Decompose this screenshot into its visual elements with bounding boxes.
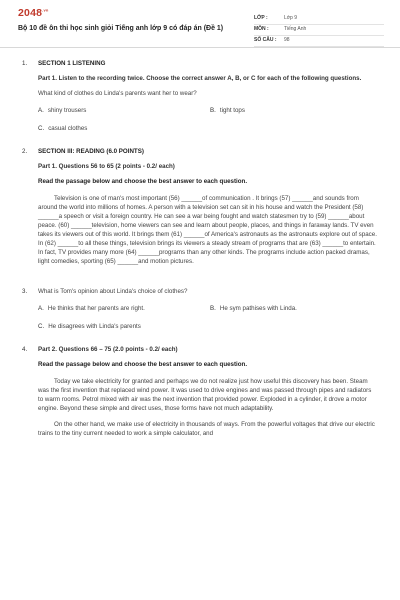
option-letter: C. (38, 124, 45, 132)
option-letter: B. (210, 304, 216, 312)
question-stem: What kind of clothes do Linda's parents want her to wear? (38, 89, 197, 97)
question-1 (22, 60, 378, 134)
option-text: He disagrees with Linda's parents (48, 322, 141, 330)
option-letter: A. (38, 106, 44, 114)
meta-row-class (254, 14, 384, 25)
section-heading: SECTION III: READING (6.0 POINTS) (38, 147, 144, 155)
question-2 (22, 148, 378, 274)
meta-value: Lớp 9 (284, 15, 298, 22)
passage-paragraph: Today we take electricity for granted and perhaps we do not realize just how useful this discovery has been. Steam was the first invention that replaced wind power. It was used to drive engines and was passed through pipes and radiators to warm rooms. Petrol mixed with air was the next invention that provided power. Exploded in a cylinder, it drove a motor engine. Beyond these simple and direct uses, those forms have not much adaptability. (38, 377, 372, 412)
meta-key: LỚP : (254, 15, 268, 22)
question-number: 4. (22, 345, 28, 353)
passage-paragraph: Television is one of man's most important (56) ______of communication . It brings (57) ______and sounds from around the world into millions of homes. A person with a television set can sit in his house and watch the President (58) ______a speech or visit a foreign country. He can see a war being fought and watch statesmen try to (59) ______about peace. (60) ______television, home viewers can see and learn about people, places, and things in faraway lands. TV even takes its viewers out of this world. It brings them (61) ______of America's astronauts as the astronauts explore out of space. In (62) ______to all these things, television brings its viewers a steady stream of programs that are (63) ______to entertain. In fact, TV provides many more (64) ______programs than any other kinds. The programs include action packed dramas, light comedies, sporting (65) ______and motion pictures. (38, 194, 377, 265)
answer-options (38, 305, 378, 332)
meta-row-subject (254, 25, 384, 36)
instruction: Read the passage below and choose the best answer to each question. (38, 177, 248, 185)
answer-option-b[interactable] (210, 107, 378, 116)
question-stem: What is Tom's opinion about Linda's choice of clothes? (38, 287, 188, 295)
answer-option-c[interactable] (38, 125, 210, 134)
option-text: He thinks that her parents are right. (47, 304, 145, 312)
option-text: tight tops (219, 106, 245, 114)
option-text: casual clothes (48, 124, 88, 132)
meta-key: SỐ CÂU : (254, 37, 277, 44)
option-text: shiny trousers (47, 106, 87, 114)
reading-passage (38, 195, 378, 267)
section-heading: SECTION 1 LISTENING (38, 60, 106, 67)
question-number: 1. (22, 60, 28, 67)
question-number: 3. (22, 287, 28, 295)
question-list (0, 48, 400, 446)
logo-suffix: .vn (42, 7, 49, 13)
answer-option-b[interactable] (210, 305, 378, 314)
answer-option-a[interactable] (38, 305, 210, 314)
meta-row-count (254, 36, 384, 47)
meta-value: Tiếng Anh (284, 26, 307, 33)
answer-option-c[interactable] (38, 323, 210, 332)
instruction: Read the passage below and choose the best answer to each question. (38, 360, 248, 368)
answer-options (38, 107, 378, 134)
reading-passage (38, 378, 378, 439)
option-letter: B. (210, 106, 216, 114)
part-heading: Part 2. Questions 66 – 75 (2.0 points - 0.2/ each) (38, 345, 178, 353)
part-heading: Part 1. Listen to the recording twice. Choose the correct answer A, B, or C for each of the following questions. (38, 74, 362, 82)
page-header (0, 0, 400, 48)
question-3 (22, 288, 378, 332)
question-4 (22, 346, 378, 446)
document-meta (254, 14, 384, 47)
document-title: Bộ 10 đề ôn thi học sinh giỏi Tiếng anh lớp 9 có đáp án (Đề 1) (18, 25, 224, 32)
logo-text: 2048 (18, 7, 43, 19)
answer-option-a[interactable] (38, 107, 210, 116)
question-number: 2. (22, 147, 28, 155)
option-text: He sym pathises with Linda. (219, 304, 297, 312)
passage-paragraph: On the other hand, we make use of electricity in thousands of ways. From the powerful voltages that drive our electric trains to the tiny current needed to work a simple calculator, and (38, 420, 375, 437)
meta-key: MÔN : (254, 26, 269, 33)
meta-value: 98 (284, 37, 290, 44)
option-letter: A. (38, 304, 44, 312)
option-letter: C. (38, 322, 45, 330)
part-heading: Part 1. Questions 56 to 65 (2 points - 0.2/ each) (38, 162, 175, 170)
